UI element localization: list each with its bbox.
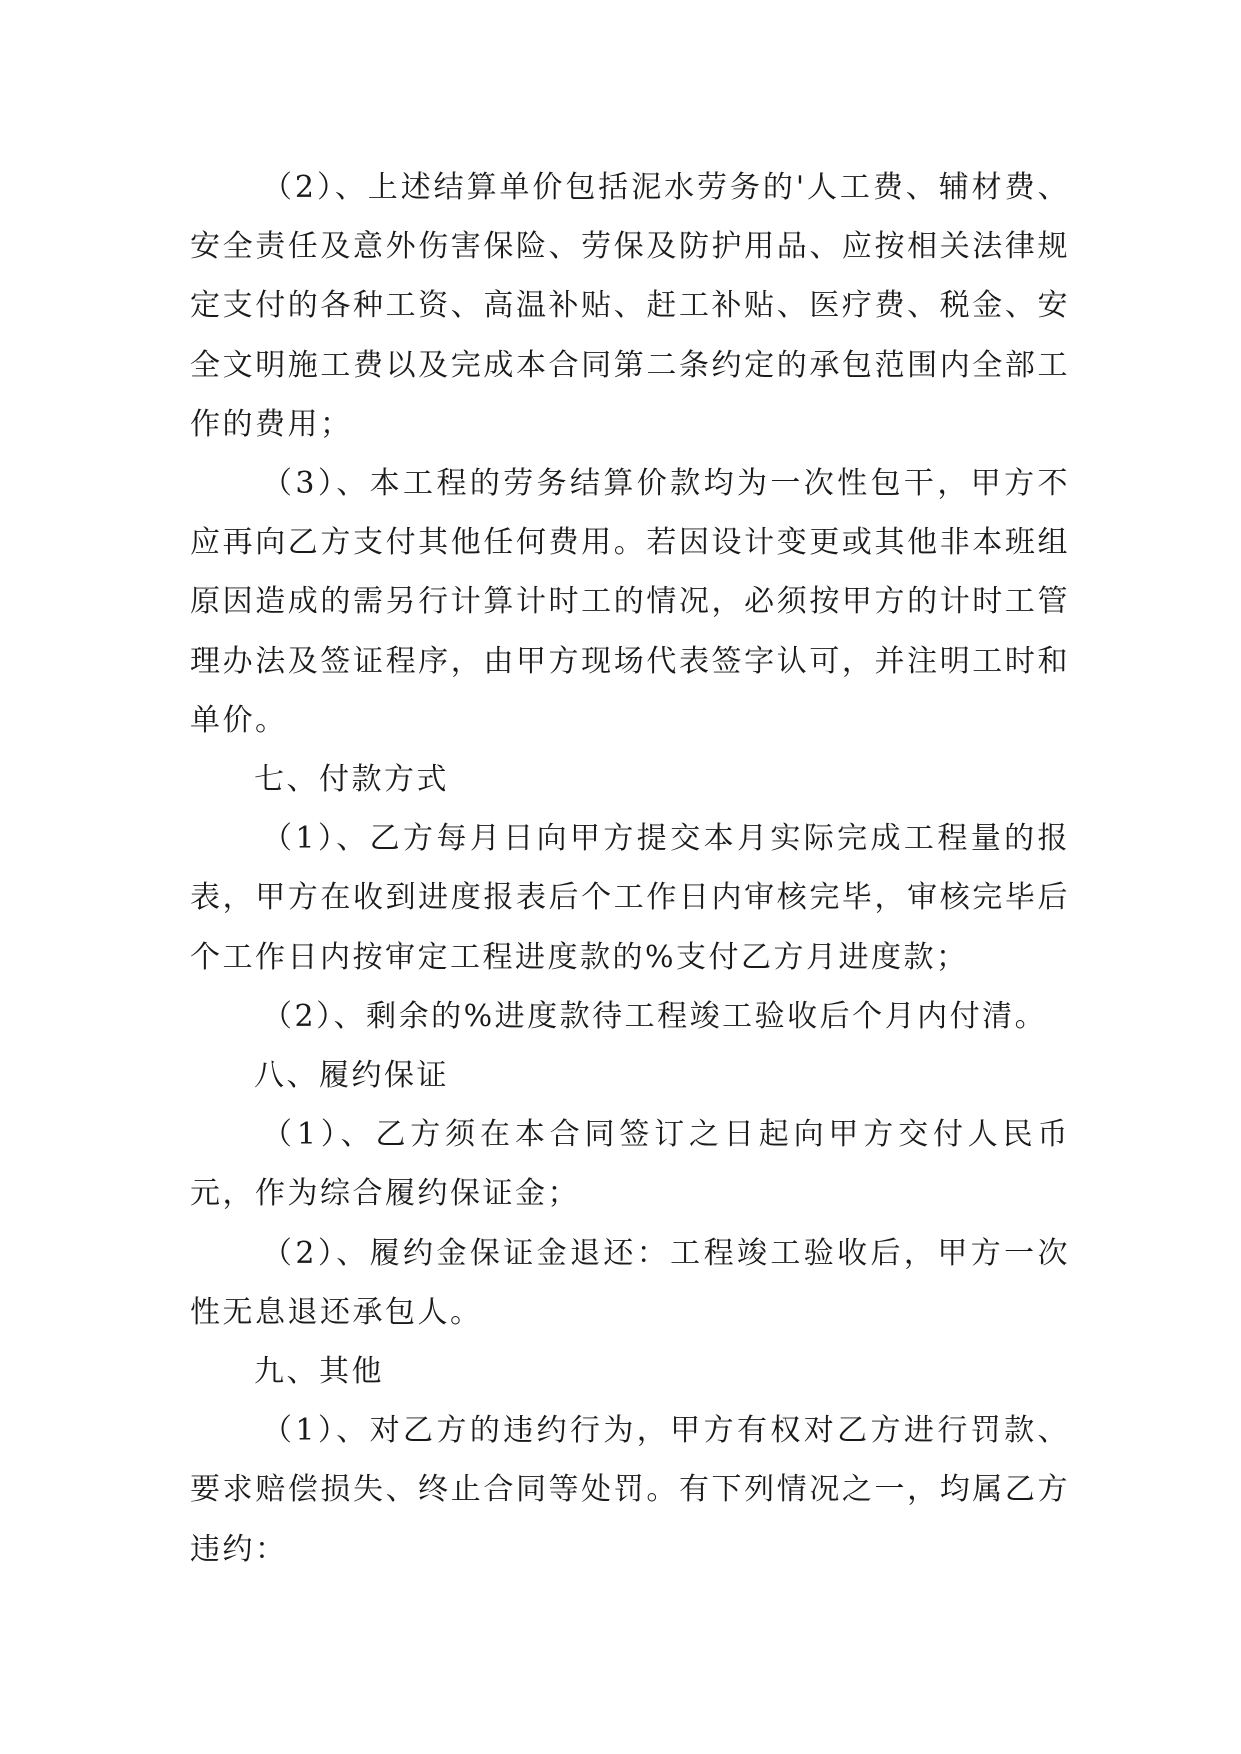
paragraph-monthly-progress-payment: （1）、乙方每月日向甲方提交本月实际完成工程量的报表，甲方在收到进度报表后个工作日内审核完毕，审核完毕后个工作日内按审定工程进度款的%支付乙方月进度款； xyxy=(190,821,1070,975)
paragraph-remaining-payment: （2）、剩余的%进度款待工程竣工验收后个月内付清。 xyxy=(262,998,1048,1034)
paragraph-breach-penalties: （1）、对乙方的违约行为，甲方有权对乙方进行罚款、要求赔偿损失、终止合同等处罚。有下列情况之一，均属乙方违约： xyxy=(190,1413,1070,1567)
heading-other: 九、其他 xyxy=(254,1354,384,1390)
document-body xyxy=(190,158,1070,1579)
paragraph-guarantee-deposit: （1）、乙方须在本合同签订之日起向甲方交付人民币元，作为综合履约保证金； xyxy=(190,1117,1070,1212)
heading-performance-guarantee: 八、履约保证 xyxy=(254,1058,449,1094)
paragraph-lump-sum-settlement: （3）、本工程的劳务结算价款均为一次性包干，甲方不应再向乙方支付其他任何费用。若因设计变更或其他非本班组原因造成的需另行计算计时工的情况，必须按甲方的计时工管理办法及签证程序，由甲方现场代表签字认可，并注明工时和单价。 xyxy=(190,466,1070,738)
heading-payment-method: 七、付款方式 xyxy=(254,762,449,798)
paragraph-settlement-price-scope: （2）、上述结算单价包括泥水劳务的'人工费、辅材费、安全责任及意外伤害保险、劳保及防护用品、应按相关法律规定支付的各种工资、高温补贴、赶工补贴、医疗费、税金、安全文明施工费以及完成本合同第二条约定的承包范围内全部工作的费用； xyxy=(190,170,1070,442)
paragraph-guarantee-refund: （2）、履约金保证金退还：工程竣工验收后，甲方一次性无息退还承包人。 xyxy=(190,1235,1070,1330)
